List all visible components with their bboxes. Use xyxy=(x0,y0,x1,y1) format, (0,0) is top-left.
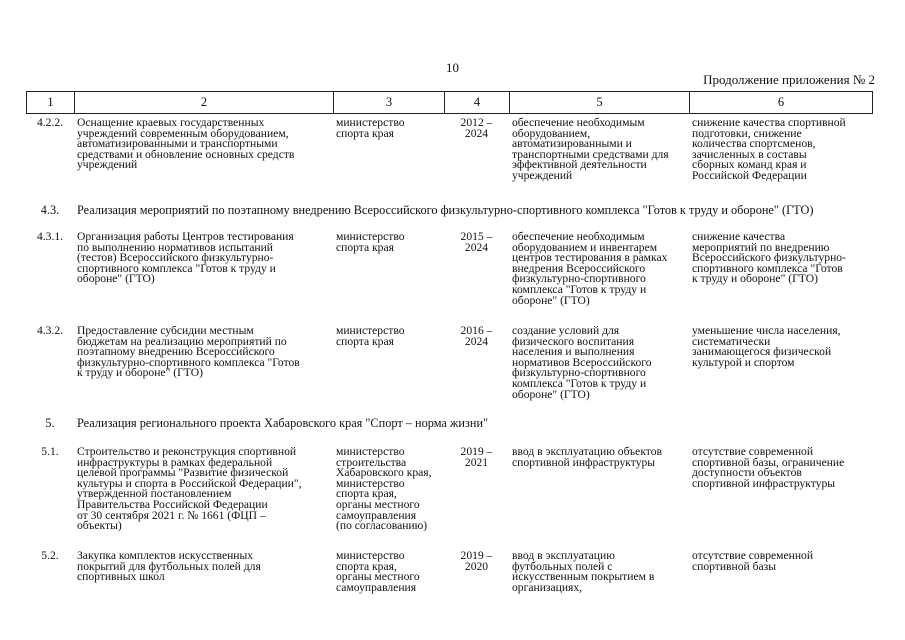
row-number: 4.2.2. xyxy=(36,116,64,129)
executor: министерство спорта края, органы местного самоуправления xyxy=(336,549,420,594)
non-implementation-consequence: снижение качества мероприятий по внедрению Всероссийского физкультурно- спортивного комплекса "Готов к труду и обороне" (ГТО) xyxy=(692,230,846,286)
measures-table xyxy=(26,118,872,593)
measure-name: Предоставление субсидии местным бюджетам на реализацию мероприятий по поэтапному внедрению Всероссийского физкультурно-спортивного комплекса "Готов к труду и обороне" (ГТО) xyxy=(77,324,300,380)
column-header-5: 5 xyxy=(510,92,690,114)
expected-result: создание условий для физического воспитания населения и выполнения нормативов Всероссийского физкультурно-спортивного комплекса "Готов к труду и обороне" (ГТО) xyxy=(512,324,652,401)
non-implementation-consequence: снижение качества спортивной подготовки, снижение количества спортсменов, зачисленных в составы сборных команд края и Российской Федерации xyxy=(692,116,846,182)
executor: министерство строительства Хабаровского края, министерство спорта края, органы местного самоуправления (по согласованию) xyxy=(336,445,432,533)
column-header-4: 4 xyxy=(445,92,510,114)
executor: министерство спорта края xyxy=(336,324,405,348)
section-number: 4.3. xyxy=(40,203,60,217)
period: 2019 – 2020 xyxy=(460,549,493,573)
row-number: 4.3.2. xyxy=(36,324,64,337)
column-header-1: 1 xyxy=(27,92,75,114)
row-number: 5.1. xyxy=(41,445,59,458)
non-implementation-consequence: уменьшение числа населения, систематически занимающегося физической культурой и спортом xyxy=(692,324,841,369)
section-row xyxy=(26,418,872,447)
executor: министерство спорта края xyxy=(336,116,405,140)
page-number: 10 xyxy=(446,60,459,75)
section-row xyxy=(26,205,872,232)
period: 2016 – 2024 xyxy=(460,324,493,348)
table-row xyxy=(26,326,872,418)
period: 2012 – 2024 xyxy=(460,116,493,140)
section-number: 5. xyxy=(45,416,55,430)
column-header-2: 2 xyxy=(75,92,334,114)
table-row xyxy=(26,232,872,326)
column-header-6: 6 xyxy=(690,92,873,114)
column-header-3: 3 xyxy=(334,92,445,114)
column-header-table xyxy=(26,91,873,114)
table-row xyxy=(26,447,872,551)
measure-name: Строительство и реконструкция спортивной инфраструктуры в рамках федеральной целевой программы "Развитие физической культуры и спорта в Российской Федерации", утвержденной постановлением Правительства Российской Федерации от 30 сентября 2021 г. № 1661 (ФЦП – объекты) xyxy=(77,445,302,533)
period: 2015 – 2024 xyxy=(460,230,493,254)
non-implementation-consequence: отсутствие современной спортивной базы, ограничение доступности объектов спортивной инфраструктуры xyxy=(692,445,845,490)
table-row xyxy=(26,118,872,205)
expected-result: обеспечение необходимым оборудованием и инвентарем центров тестирования в рамках внедрения Всероссийского физкультурно-спортивного комплекса "Готов к труду и обороне" (ГТО) xyxy=(512,230,668,307)
section-title: Реализация регионального проекта Хабаровского края "Спорт – норма жизни" xyxy=(77,416,489,430)
non-implementation-consequence: отсутствие современной спортивной базы xyxy=(692,549,814,573)
measure-name: Организация работы Центров тестирования по выполнению нормативов испытаний (тестов) Всероссийского физкультурно- спортивного комплекса "Готов к труду и обороне" (ГТО) xyxy=(77,230,294,286)
row-number: 5.2. xyxy=(41,549,59,562)
section-title: Реализация мероприятий по поэтапному внедрению Всероссийского физкультурно-спортивного комплекса "Готов к труду и обороне" (ГТО) xyxy=(77,203,814,217)
expected-result: ввод в эксплуатацию футбольных полей с искусственным покрытием в организациях, xyxy=(512,549,655,594)
measure-name: Закупка комплектов искусственных покрытий для футбольных полей для спортивных школ xyxy=(77,549,261,584)
measure-name: Оснащение краевых государственных учреждений современным оборудованием, автоматизированными и транспортными средствами и обновление основных средств учреждений xyxy=(77,116,295,172)
expected-result: обеспечение необходимым оборудованием, автоматизированными и транспортными средствами для эффективной деятельности учреждений xyxy=(512,116,669,182)
column-header-row xyxy=(27,92,873,114)
table-row xyxy=(26,551,872,593)
period: 2019 – 2021 xyxy=(460,445,493,469)
executor: министерство спорта края xyxy=(336,230,405,254)
expected-result: ввод в эксплуатацию объектов спортивной инфраструктуры xyxy=(512,445,662,469)
row-number: 4.3.1. xyxy=(36,230,64,243)
appendix-continuation-label: Продолжение приложения № 2 xyxy=(703,72,875,87)
